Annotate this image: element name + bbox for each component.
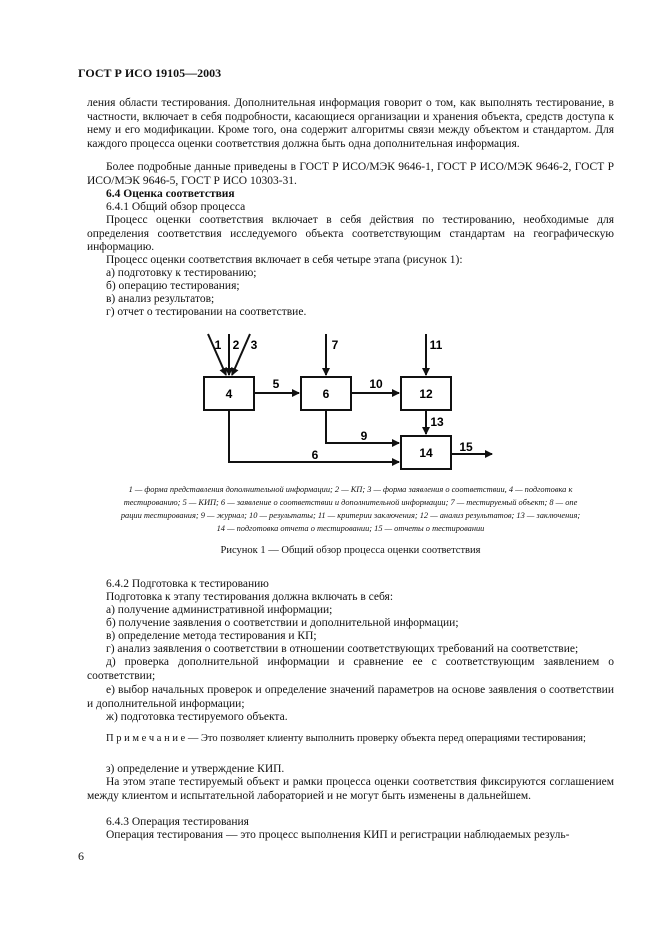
list-item: в) анализ результатов; bbox=[106, 293, 215, 305]
arrow-label-7: 7 bbox=[331, 338, 339, 352]
subsection-heading-6-4-3: 6.4.3 Операция тестирования bbox=[106, 816, 249, 828]
paragraph-references: Более подробные данные приведены в ГОСТ Р ИСО/МЭК 9646-1, ГОСТ Р ИСО/МЭК 9646-2, ГОСТ Р ИСО/МЭК 9646-5, ГОСТ Р ИСО 10303-31. bbox=[87, 161, 614, 187]
arrow-label-6: 6 bbox=[311, 448, 319, 462]
document-header: ГОСТ Р ИСО 19105—2003 bbox=[78, 66, 222, 80]
list-item: ж) подготовка тестируемого объекта. bbox=[106, 711, 288, 723]
arrow-label-11: 11 bbox=[429, 338, 443, 352]
box-label-14: 14 bbox=[419, 446, 433, 460]
process-diagram bbox=[0, 330, 661, 470]
paragraph-test-operation: Операция тестирования — это процесс выполнения КИП и регистрации наблюдаемых резуль- bbox=[106, 829, 570, 841]
arrow-label-3: 3 bbox=[250, 338, 258, 352]
paragraph-process-overview: Процесс оценки соответствия включает в себя действия по тестированию, необходимые для определения соответствия исследуемого объекта соответствующим стандартам на географическую информацию. bbox=[87, 214, 614, 254]
figure-legend-line: 1 — форма представления дополнительной информации; 2 — КП; 3 — форма заявления о соответствии, 4 — подготовка к bbox=[128, 485, 573, 494]
note-label: П р и м е ч а н и е bbox=[106, 733, 186, 744]
paragraph-four-stages: Процесс оценки соответствия включает в себя четыре этапа (рисунок 1): bbox=[106, 254, 463, 266]
list-item: а) получение административной информации; bbox=[106, 604, 333, 616]
list-item: г) отчет о тестировании на соответствие. bbox=[106, 306, 307, 318]
figure-caption: Рисунок 1 — Общий обзор процесса оценки соответствия bbox=[220, 545, 481, 556]
box-label-12: 12 bbox=[419, 387, 433, 401]
paragraph-fixed-scope: На этом этапе тестируемый объект и рамки процесса оценки соответствия фиксируются соглашением между клиентом и испытательной лабораторией и не могут быть изменены в дальнейшем. bbox=[87, 776, 614, 802]
list-item: а) подготовку к тестированию; bbox=[106, 267, 257, 279]
note-text: — Это позволяет клиенту выполнить проверку объекта перед операциями тестирования; bbox=[185, 733, 586, 744]
arrow-label-13: 13 bbox=[430, 415, 444, 429]
section-heading-6-4: 6.4 Оценка соответствия bbox=[106, 188, 235, 200]
note bbox=[87, 732, 614, 745]
list-item: е) выбор начальных проверок и определение значений параметров на основе заявления о соответствии и дополнительной информации; bbox=[87, 684, 614, 710]
arrow-label-5: 5 bbox=[272, 377, 280, 391]
list-item: г) анализ заявления о соответствии в отношении соответствующих требований на соответствие; bbox=[106, 643, 579, 655]
figure-legend-line: 14 — подготовка отчета о тестировании; 15 — отчеты о тестировании bbox=[216, 524, 485, 533]
paragraph-continuation: ления области тестирования. Дополнительная информация говорит о том, как выполнять тестирование, в частности, включает в себя подробности, касающиеся организации и хранения объекта, средств доступа к нему и его модификации. Кроме того, она содержит алгоритмы связи между объектом и стандартом. Для каждого процесса оценки соответствия должна быть одна дополнительная информация. bbox=[87, 97, 614, 150]
arrow-label-10: 10 bbox=[369, 377, 383, 391]
arrow-label-1: 1 bbox=[214, 338, 222, 352]
figure-legend-line: рации тестирования; 9 — журнал; 10 — результаты; 11 — критерии заключения; 12 — анализ результатов; 13 — заключения; bbox=[120, 511, 581, 520]
paragraph-prep-intro: Подготовка к этапу тестирования должна включать в себя: bbox=[106, 591, 394, 603]
page-number: 6 bbox=[78, 849, 84, 863]
list-item: б) операцию тестирования; bbox=[106, 280, 240, 292]
box-label-4: 4 bbox=[225, 387, 233, 401]
box-label-6: 6 bbox=[322, 387, 330, 401]
list-item: д) проверка дополнительной информации и сравнение ее с соответствующим заявлением о соответствии; bbox=[87, 656, 614, 682]
list-item: з) определение и утверждение КИП. bbox=[106, 763, 285, 775]
arrow-label-2: 2 bbox=[232, 338, 240, 352]
list-item: в) определение метода тестирования и КП; bbox=[106, 630, 317, 642]
figure-legend-line: тестированию; 5 — КИП; 6 — заявление о соответствии и дополнительной информации; 7 — тестируемый объект; 8 — опе bbox=[123, 498, 578, 507]
subsection-heading-6-4-1: 6.4.1 Общий обзор процесса bbox=[106, 201, 246, 213]
arrow-label-15: 15 bbox=[459, 440, 473, 454]
list-item: б) получение заявления о соответствии и дополнительной информации; bbox=[106, 617, 459, 629]
arrow-label-9: 9 bbox=[360, 429, 368, 443]
subsection-heading-6-4-2: 6.4.2 Подготовка к тестированию bbox=[106, 578, 269, 590]
